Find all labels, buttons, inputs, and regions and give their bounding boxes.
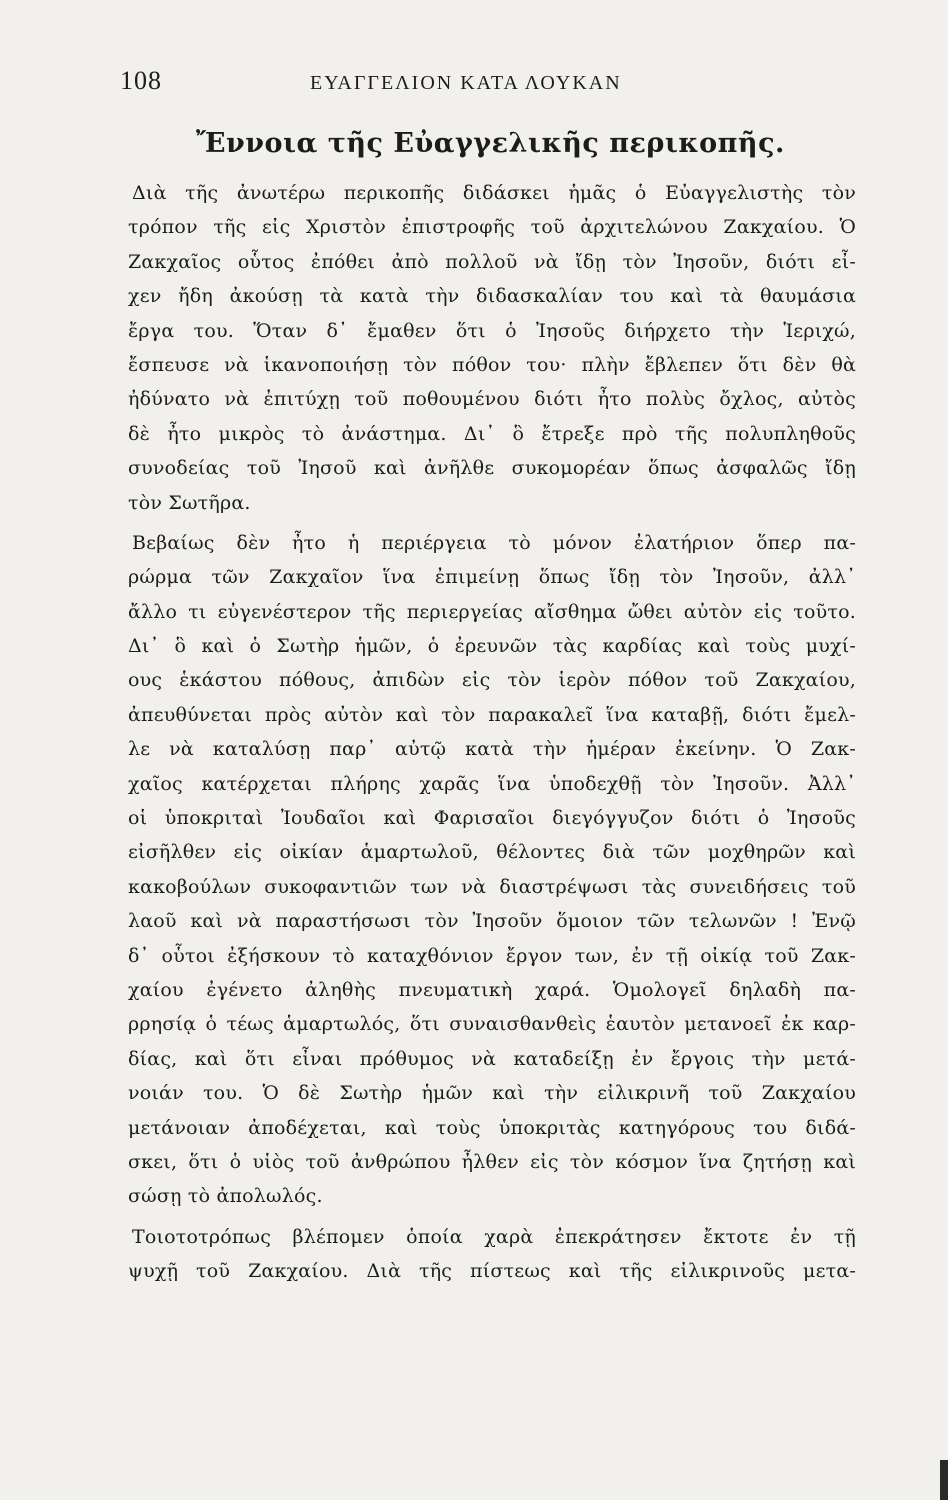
body-text <box>128 176 856 1289</box>
text-line: Τοιοτοτρόπως βλέπομεν ὁποία χαρὰ ἐπεκράτησεν ἔκτοτε ἐν τῇ <box>132 1225 856 1248</box>
text-line: ἀπευθύνεται πρὸς αὐτὸν καὶ τὸν παρακαλεῖ ἵνα καταβῇ, διότι ἔμελ- <box>128 703 856 726</box>
text-line: ἄλλο τι εὐγενέστερον τῆς περιεργείας αἴσθημα ὤθει αὐτὸν εἰς τοῦτο. <box>128 600 856 623</box>
text-line: ἔσπευσε νὰ ἱκανοποιήσῃ τὸν πόθον του· πλὴν ἔβλεπεν ὅτι δὲν θὰ <box>128 353 856 376</box>
text-line: τρόπον τῆς εἰς Χριστὸν ἐπιστροφῆς τοῦ ἀρχιτελώνου Ζακχαίου. Ὁ <box>128 216 856 239</box>
text-line: δὲ ἦτο μικρὸς τὸ ἀνάστημα. Δι᾽ ὃ ἔτρεξε πρὸ τῆς πολυπληθοῦς <box>128 422 856 445</box>
text-line: λε νὰ καταλύσῃ παρ᾽ αὐτῷ κατὰ τὴν ἡμέραν ἐκείνην. Ὁ Ζακ- <box>128 738 856 761</box>
text-line: εἰσῆλθεν εἰς οἰκίαν ἁμαρτωλοῦ, θέλοντες διὰ τῶν μοχθηρῶν καὶ <box>128 841 856 864</box>
text-line: χαῖος κατέρχεται πλήρης χαρᾶς ἵνα ὑποδεχθῇ τὸν Ἰησοῦν. Ἀλλ᾽ <box>128 772 856 795</box>
text-line: ρώρμα τῶν Ζακχαῖον ἵνα ἐπιμείνῃ ὅπως ἴδῃ τὸν Ἰησοῦν, ἀλλ᾽ <box>128 566 856 589</box>
text-line: κακοβούλων συκοφαντιῶν των νὰ διαστρέψωσι τὰς συνειδήσεις τοῦ <box>128 875 856 898</box>
text-line: ους ἑκάστου πόθους, ἀπιδὼν εἰς τὸν ἱερὸν πόθον τοῦ Ζακχαίου, <box>128 669 856 692</box>
text-line: σκει, ὅτι ὁ υἱὸς τοῦ ἀνθρώπου ἦλθεν εἰς τὸν κόσμον ἵνα ζητήσῃ καὶ <box>128 1150 856 1173</box>
text-line: οἱ ὑποκριταὶ Ἰουδαῖοι καὶ Φαρισαῖοι διεγόγγυζον διότι ὁ Ἰησοῦς <box>128 807 856 830</box>
text-line: νοιάν του. Ὁ δὲ Σωτὴρ ἡμῶν καὶ τὴν εἰλικρινῆ τοῦ Ζακχαίου <box>128 1082 856 1105</box>
text-line: Δι᾽ ὃ καὶ ὁ Σωτὴρ ἡμῶν, ὁ ἐρευνῶν τὰς καρδίας καὶ τοὺς μυχί- <box>128 635 856 658</box>
text-line: ρρησίᾳ ὁ τέως ἁμαρτωλός, ὅτι συναισθανθεὶς ἑαυτὸν μετανοεῖ ἐκ καρ- <box>128 1013 856 1036</box>
text-line: συνοδείας τοῦ Ἰησοῦ καὶ ἀνῆλθε συκομορέαν ὅπως ἀσφαλῶς ἴδῃ <box>128 457 856 480</box>
text-line: ψυχῇ τοῦ Ζακχαίου. Διὰ τῆς πίστεως καὶ τῆς εἰλικρινοῦς μετα- <box>128 1260 856 1283</box>
text-line: λαοῦ καὶ νὰ παραστήσωσι τὸν Ἰησοῦν ὅμοιον τῶν τελωνῶν ! Ἐνῷ <box>128 910 856 933</box>
text-line: χαίου ἐγένετο ἀληθὴς πνευματικὴ χαρά. Ὁμολογεῖ δηλαδὴ πα- <box>128 978 856 1001</box>
text-line: ἠδύνατο νὰ ἐπιτύχῃ τοῦ ποθουμένου διότι ἦτο πολὺς ὄχλος, αὐτὸς <box>128 388 856 411</box>
page-number: 108 <box>120 66 162 95</box>
section-title: Ἔννοια τῆς Εὐαγγελικῆς περικοπῆς. <box>196 128 785 159</box>
page-edge-shadow <box>940 1460 948 1500</box>
text-line: Βεβαίως δὲν ἦτο ἡ περιέργεια τὸ μόνον ἐλατήριον ὅπερ πα- <box>132 531 856 554</box>
page-header <box>120 66 860 106</box>
text-line: Ζακχαῖος οὗτος ἐπόθει ἀπὸ πολλοῦ νὰ ἴδῃ τὸν Ἰησοῦν, διότι εἶ- <box>128 250 856 273</box>
text-line: ἔργα του. Ὅταν δ᾽ ἔμαθεν ὅτι ὁ Ἰησοῦς διήρχετο τὴν Ἱεριχώ, <box>128 319 856 342</box>
text-line: δ᾽ οὗτοι ἐξήσκουν τὸ καταχθόνιον ἔργον των, ἐν τῇ οἰκίᾳ τοῦ Ζακ- <box>128 944 856 967</box>
text-line: μετάνοιαν ἀποδέχεται, καὶ τοὺς ὑποκριτὰς κατηγόρους του διδά- <box>128 1116 856 1139</box>
running-title: ΕΥΑΓΓΕΛΙΟΝ ΚΑΤΑ ΛΟΥΚΑΝ <box>310 72 622 94</box>
text-line: δίας, καὶ ὅτι εἶναι πρόθυμος νὰ καταδείξῃ ἐν ἔργοις τὴν μετά- <box>128 1047 856 1070</box>
text-line: χεν ἤδη ἀκούσῃ τὰ κατὰ τὴν διδασκαλίαν του καὶ τὰ θαυμάσια <box>128 285 856 308</box>
text-line: σώσῃ τὸ ἀπολωλός. <box>128 1185 323 1208</box>
text-line: τὸν Σωτῆρα. <box>128 491 251 514</box>
text-line: Διὰ τῆς ἀνωτέρω περικοπῆς διδάσκει ἡμᾶς ὁ Εὐαγγελιστὴς τὸν <box>132 182 856 204</box>
